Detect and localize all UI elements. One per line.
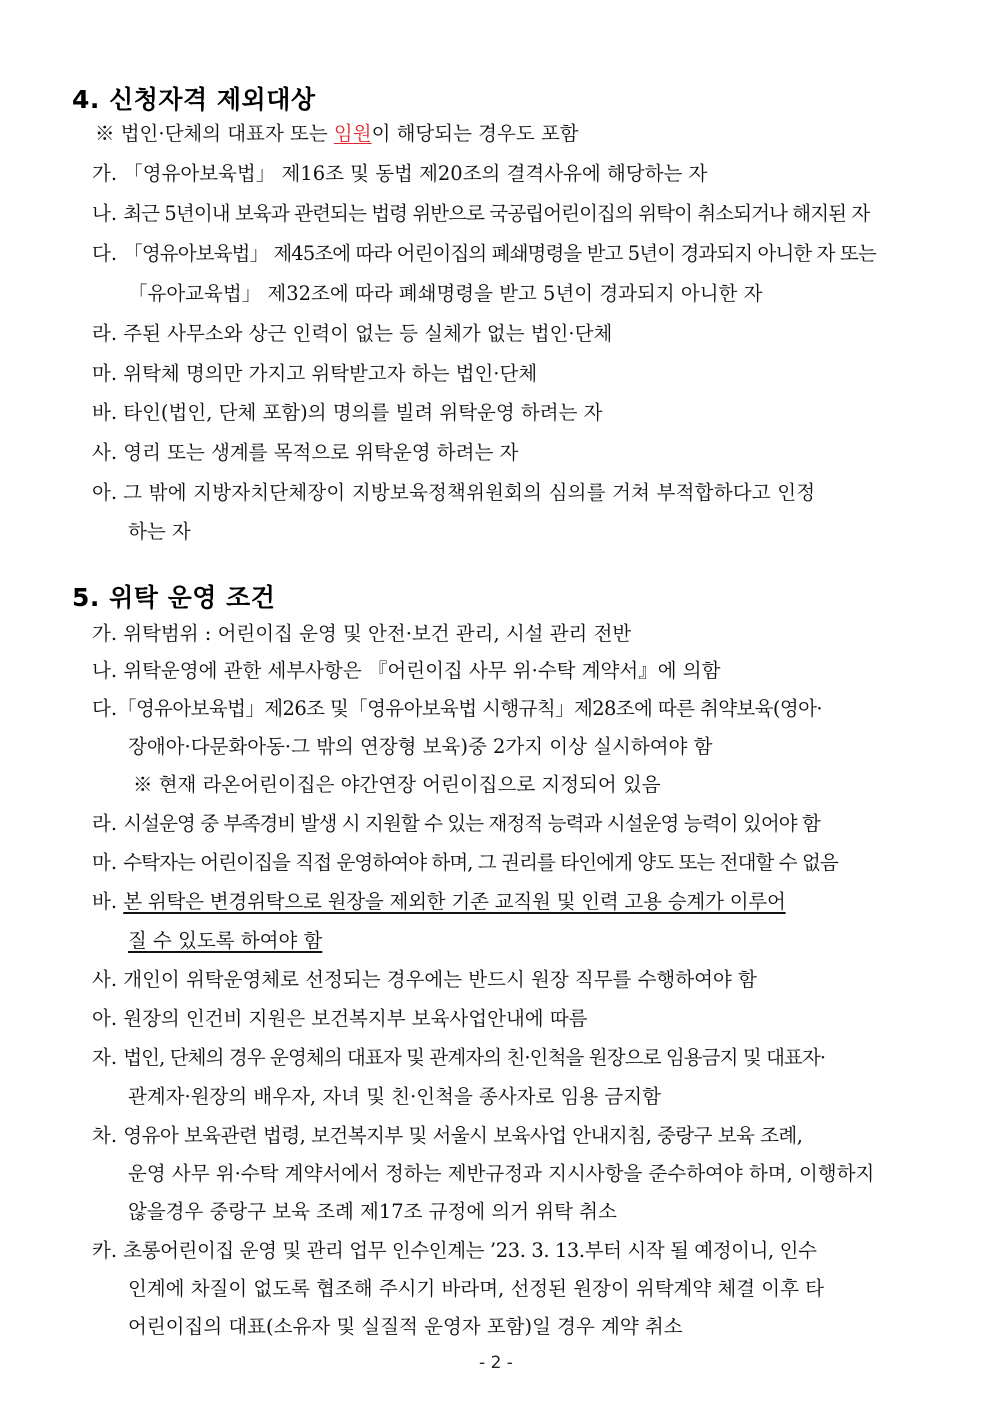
list-item bbox=[92, 849, 838, 877]
note-suffix: 이 해당되는 경우도 포함 bbox=[371, 122, 579, 145]
item-marker: 다. bbox=[92, 242, 118, 265]
list-item bbox=[92, 1005, 588, 1033]
list-item bbox=[92, 1237, 817, 1265]
item-continuation: 장애아·다문화아동·그 밖의 연장형 보육)중 2가지 이상 실시하여야 함 bbox=[128, 735, 713, 758]
item-marker: 사. bbox=[92, 441, 118, 464]
item-marker: 마. bbox=[92, 362, 118, 385]
item-text: 타인(법인, 단체 포함)의 명의를 빌려 위탁운영 하려는 자 bbox=[123, 401, 603, 424]
section-4-note bbox=[95, 120, 579, 148]
item-text: 최근 5년이내 보육과 관련되는 법령 위반으로 국공립어린이집의 위탁이 취소되거나 해지된 자 bbox=[123, 202, 870, 225]
list-item bbox=[92, 620, 631, 648]
list-item bbox=[92, 399, 602, 427]
item-text: 초롱어린이집 운영 및 관리 업무 인수인계는 ’23. 3. 13.부터 시작 될 예정이니, 인수 bbox=[123, 1239, 817, 1262]
item-marker: 가. bbox=[92, 162, 118, 185]
item-marker: 라. bbox=[92, 812, 118, 835]
page-number: - 2 - bbox=[479, 1353, 513, 1373]
list-item bbox=[92, 320, 612, 348]
list-item bbox=[92, 695, 822, 723]
item-marker: 자. bbox=[92, 1046, 118, 1069]
item-marker: 사. bbox=[92, 968, 118, 991]
item-text: 영유아 보육관련 법령, 보건복지부 및 서울시 보육사업 안내지침, 중랑구 보육 조례, bbox=[123, 1124, 803, 1147]
list-item bbox=[92, 657, 720, 685]
item-text: 「영유아보육법」 제16조 및 동법 제20조의 결격사유에 해당하는 자 bbox=[123, 162, 708, 185]
item-marker: 바. bbox=[92, 890, 118, 913]
list-item bbox=[92, 1122, 802, 1150]
item-continuation bbox=[128, 927, 322, 955]
list-item bbox=[92, 240, 876, 268]
item-continuation: 운영 사무 위·수탁 계약서에서 정하는 제반규정과 지시사항을 준수하여야 하며, 이행하지 bbox=[128, 1162, 875, 1185]
item-text: 시설운영 중 부족경비 발생 시 지원할 수 있는 재정적 능력과 시설운영 능력이 있어야 함 bbox=[123, 812, 820, 835]
list-item bbox=[92, 439, 518, 467]
list-item bbox=[92, 160, 707, 188]
item-continuation: 「유아교육법」 제32조에 따라 폐쇄명령을 받고 5년이 경과되지 아니한 자 bbox=[128, 282, 763, 305]
item-note: ※ 현재 라온어린이집은 야간연장 어린이집으로 지정되어 있음 bbox=[133, 773, 661, 796]
item-marker: 차. bbox=[92, 1124, 118, 1147]
item-text: 영리 또는 생계를 목적으로 위탁운영 하려는 자 bbox=[123, 441, 519, 464]
item-text: 위탁체 명의만 가지고 위탁받고자 하는 법인·단체 bbox=[123, 362, 538, 385]
item-text: 주된 사무소와 상근 인력이 없는 등 실체가 없는 법인·단체 bbox=[123, 322, 613, 345]
item-marker: 라. bbox=[92, 322, 118, 345]
item-marker: 마. bbox=[92, 851, 118, 874]
item-text: 「영유아보육법」제26조 및「영유아보육법 시행규칙」제28조에 따른 취약보육(영아· bbox=[117, 697, 822, 720]
item-marker: 다. bbox=[92, 697, 118, 720]
item-continuation: 않을경우 중랑구 보육 조례 제17조 규정에 의거 위탁 취소 bbox=[128, 1200, 617, 1223]
item-text: 위탁범위 : 어린이집 운영 및 안전·보건 관리, 시설 관리 전반 bbox=[123, 622, 632, 645]
item-marker: 아. bbox=[92, 481, 118, 504]
item-continuation: 인계에 차질이 없도록 협조해 주시기 바라며, 선정된 원장이 위탁계약 체결 이후 타 bbox=[128, 1277, 825, 1300]
item-text: 그 밖에 지방자치단체장이 지방보육정책위원회의 심의를 거쳐 부적합하다고 인정 bbox=[123, 481, 816, 504]
item-text-underlined: 본 위탁은 변경위탁으로 원장을 제외한 기존 교직원 및 인력 고용 승계가 이루어 bbox=[123, 890, 786, 913]
item-text: 위탁운영에 관한 세부사항은 『어린이집 사무 위·수탁 계약서』에 의함 bbox=[123, 659, 721, 682]
item-marker: 가. bbox=[92, 622, 118, 645]
note-prefix: ※ 법인·단체의 대표자 또는 bbox=[95, 122, 334, 145]
list-item bbox=[92, 1044, 825, 1072]
list-item bbox=[92, 360, 537, 388]
list-item bbox=[92, 810, 820, 838]
item-marker: 나. bbox=[92, 659, 118, 682]
section-4-title: 4. 신청자격 제외대상 bbox=[72, 85, 316, 114]
section-5-title: 5. 위탁 운영 조건 bbox=[72, 583, 276, 612]
item-marker: 아. bbox=[92, 1007, 118, 1030]
item-continuation-underlined: 질 수 있도록 하여야 함 bbox=[128, 929, 323, 952]
item-text: 원장의 인건비 지원은 보건복지부 보육사업안내에 따름 bbox=[123, 1007, 588, 1030]
item-continuation: 관계자·원장의 배우자, 자녀 및 친·인척을 종사자로 임용 금지함 bbox=[128, 1085, 661, 1108]
item-text: 법인, 단체의 경우 운영체의 대표자 및 관계자의 친·인척을 원장으로 임용금지 및 대표자· bbox=[123, 1046, 826, 1069]
item-marker: 나. bbox=[92, 202, 118, 225]
item-continuation: 하는 자 bbox=[128, 520, 191, 543]
list-item bbox=[92, 200, 869, 228]
list-item bbox=[92, 888, 786, 916]
item-text: 개인이 위탁운영체로 선정되는 경우에는 반드시 원장 직무를 수행하여야 함 bbox=[123, 968, 757, 991]
item-text: 「영유아보육법」 제45조에 따라 어린이집의 폐쇄명령을 받고 5년이 경과되지 아니한 자 또는 bbox=[123, 242, 876, 265]
list-item bbox=[92, 479, 815, 507]
item-marker: 바. bbox=[92, 401, 118, 424]
note-highlight: 임원 bbox=[333, 122, 372, 145]
list-item bbox=[92, 966, 757, 994]
item-marker: 카. bbox=[92, 1239, 118, 1262]
item-continuation: 어린이집의 대표(소유자 및 실질적 운영자 포함)일 경우 계약 취소 bbox=[128, 1315, 683, 1338]
item-text: 수탁자는 어린이집을 직접 운영하여야 하며, 그 권리를 타인에게 양도 또는 전대할 수 없음 bbox=[123, 851, 838, 874]
